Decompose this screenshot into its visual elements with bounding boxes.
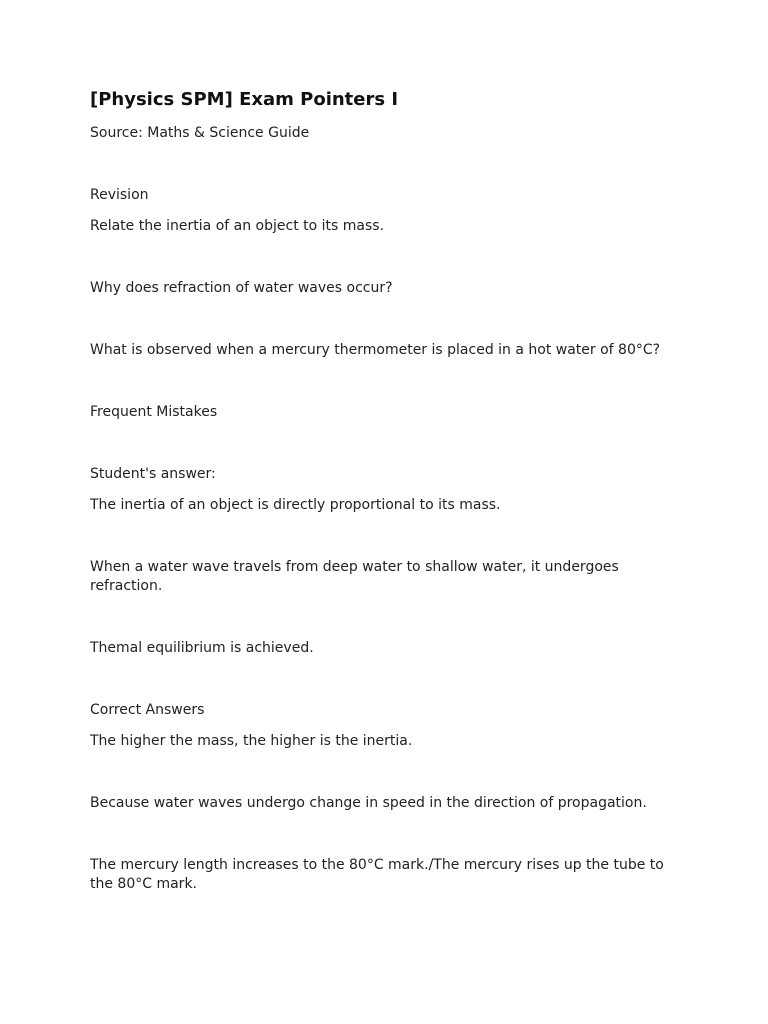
revision-question-3: What is observed when a mercury thermometer is placed in a hot water of 80°C? — [90, 342, 661, 358]
student-answer-1: The inertia of an object is directly proportional to its mass. — [90, 497, 501, 513]
source-line: Source: Maths & Science Guide — [90, 125, 310, 141]
student-answer-2: When a water wave travels from deep water to shallow water, it undergoes refraction. — [90, 559, 619, 594]
revision-question-1: Relate the inertia of an object to its mass. — [90, 218, 385, 234]
revision-question-2: Why does refraction of water waves occur? — [90, 280, 393, 296]
correct-answer-1: The higher the mass, the higher is the inertia. — [90, 733, 413, 749]
student-answer-3: Themal equilibrium is achieved. — [90, 640, 314, 656]
mistakes-heading: Frequent Mistakes — [90, 404, 218, 420]
document-title: [Physics SPM] Exam Pointers I — [90, 89, 399, 110]
correct-answers-heading: Correct Answers — [90, 702, 205, 718]
revision-heading: Revision — [90, 187, 149, 203]
students-answer-label: Student's answer: — [90, 466, 216, 482]
correct-answer-2: Because water waves undergo change in speed in the direction of propagation. — [90, 795, 647, 811]
correct-answer-3: The mercury length increases to the 80°C mark./The mercury rises up the tube to the 80°C mark. — [90, 857, 664, 892]
